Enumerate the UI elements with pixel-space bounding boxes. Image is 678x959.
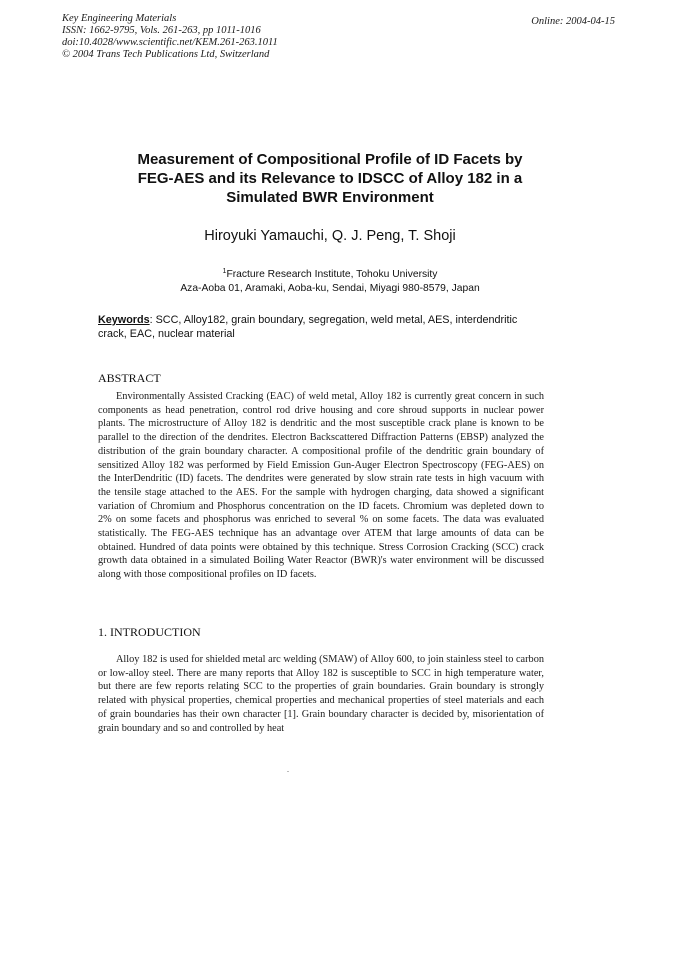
- affiliation-institute: [80, 265, 580, 282]
- paper-title: [95, 150, 565, 207]
- copyright-line: © 2004 Trans Tech Publications Ltd, Switzerland: [62, 49, 270, 60]
- keywords-label: Keywords: [98, 314, 150, 326]
- doi-line: doi:10.4028/www.scientific.net/KEM.261-263.1011: [62, 37, 278, 48]
- issn-line: ISSN: 1662-9795, Vols. 261-263, pp 1011-1016: [62, 25, 261, 36]
- affiliation: [80, 265, 580, 296]
- abstract-heading: ABSTRACT: [98, 371, 161, 385]
- journal-name: Key Engineering Materials: [62, 13, 177, 24]
- journal-header: [62, 13, 278, 61]
- abstract-text: Environmentally Assisted Cracking (EAC) of weld metal, Alloy 182 is currently great concern in such components as head penetration, control rod drive housing and core shroud supports in nuclear power plants. The microstructure of Alloy 182 is dendritic and the most susceptible crack plane is known to be parallel to the direction of the dendrites. Electron Backscattered Diffraction Patterns (EBSP) analyzed the distribution of the grain boundary character. A compositional profile of the dendritic grain boundary of sensitized Alloy 182 was performed by Field Emission Gun-Auger Electron Spectroscopy (FEG-AES) on the InterDendritic (ID) facets. The dendrites were generated by slow strain rate tests in high vacuum with the tensile stage attached to the AES. For the sample with hydrogen charging, data showed a significant variation of Chromium and Phosphorus concentration on the ID facets. Chromium was depleted down to 2% on some facets and phosphorus was enriched to several % on some facets. The data was evaluated statistically. The FEG-AES technique has an advantage over ATEM that large amounts of data can be obtained. Hundred of data points were obtained by this technique. Stress Corrosion Cracking (SCC) crack growth data obtained in a simulated Boiling Water Reactor (BWR)'s water environment will be discussed along with those compositional profiles on ID facets.: [98, 391, 544, 581]
- scan-speck: [287, 771, 289, 772]
- affiliation-line-1: Fracture Research Institute, Tohoku University: [226, 269, 438, 280]
- affiliation-line-2: Aza-Aoba 01, Aramaki, Aoba-ku, Sendai, Miyagi 980-8579, Japan: [180, 283, 480, 294]
- title-line: Simulated BWR Environment: [226, 189, 434, 206]
- author-list: Hiroyuki Yamauchi, Q. J. Peng, T. Shoji: [204, 228, 456, 244]
- affiliation-marker: 1: [222, 268, 227, 275]
- title-line: Measurement of Compositional Profile of ID Facets by: [137, 151, 523, 168]
- introduction-text: Alloy 182 is used for shielded metal arc welding (SMAW) of Alloy 600, to join stainless steel to carbon or low-alloy steel. There are many reports that Alloy 182 is susceptible to SCC in high temperature water, but there are few reports relating SCC to the properties of grain boundaries. Grain boundary is strongly related with physical properties, chemical properties and mechanical properties of steel materials and each of grain boundaries has their own character [1]. Grain boundary character is decided by, misorientation of grain boundary and so and controlled by heat: [98, 654, 544, 734]
- keywords: [98, 313, 544, 341]
- online-date: Online: 2004-04-15: [531, 16, 615, 27]
- introduction-heading: 1. INTRODUCTION: [98, 625, 201, 639]
- title-line: FEG-AES and its Relevance to IDSCC of Alloy 182 in a: [137, 170, 523, 187]
- keywords-text: : SCC, Alloy182, grain boundary, segregation, weld metal, AES, interdendritic crack, EAC, nuclear material: [98, 314, 518, 340]
